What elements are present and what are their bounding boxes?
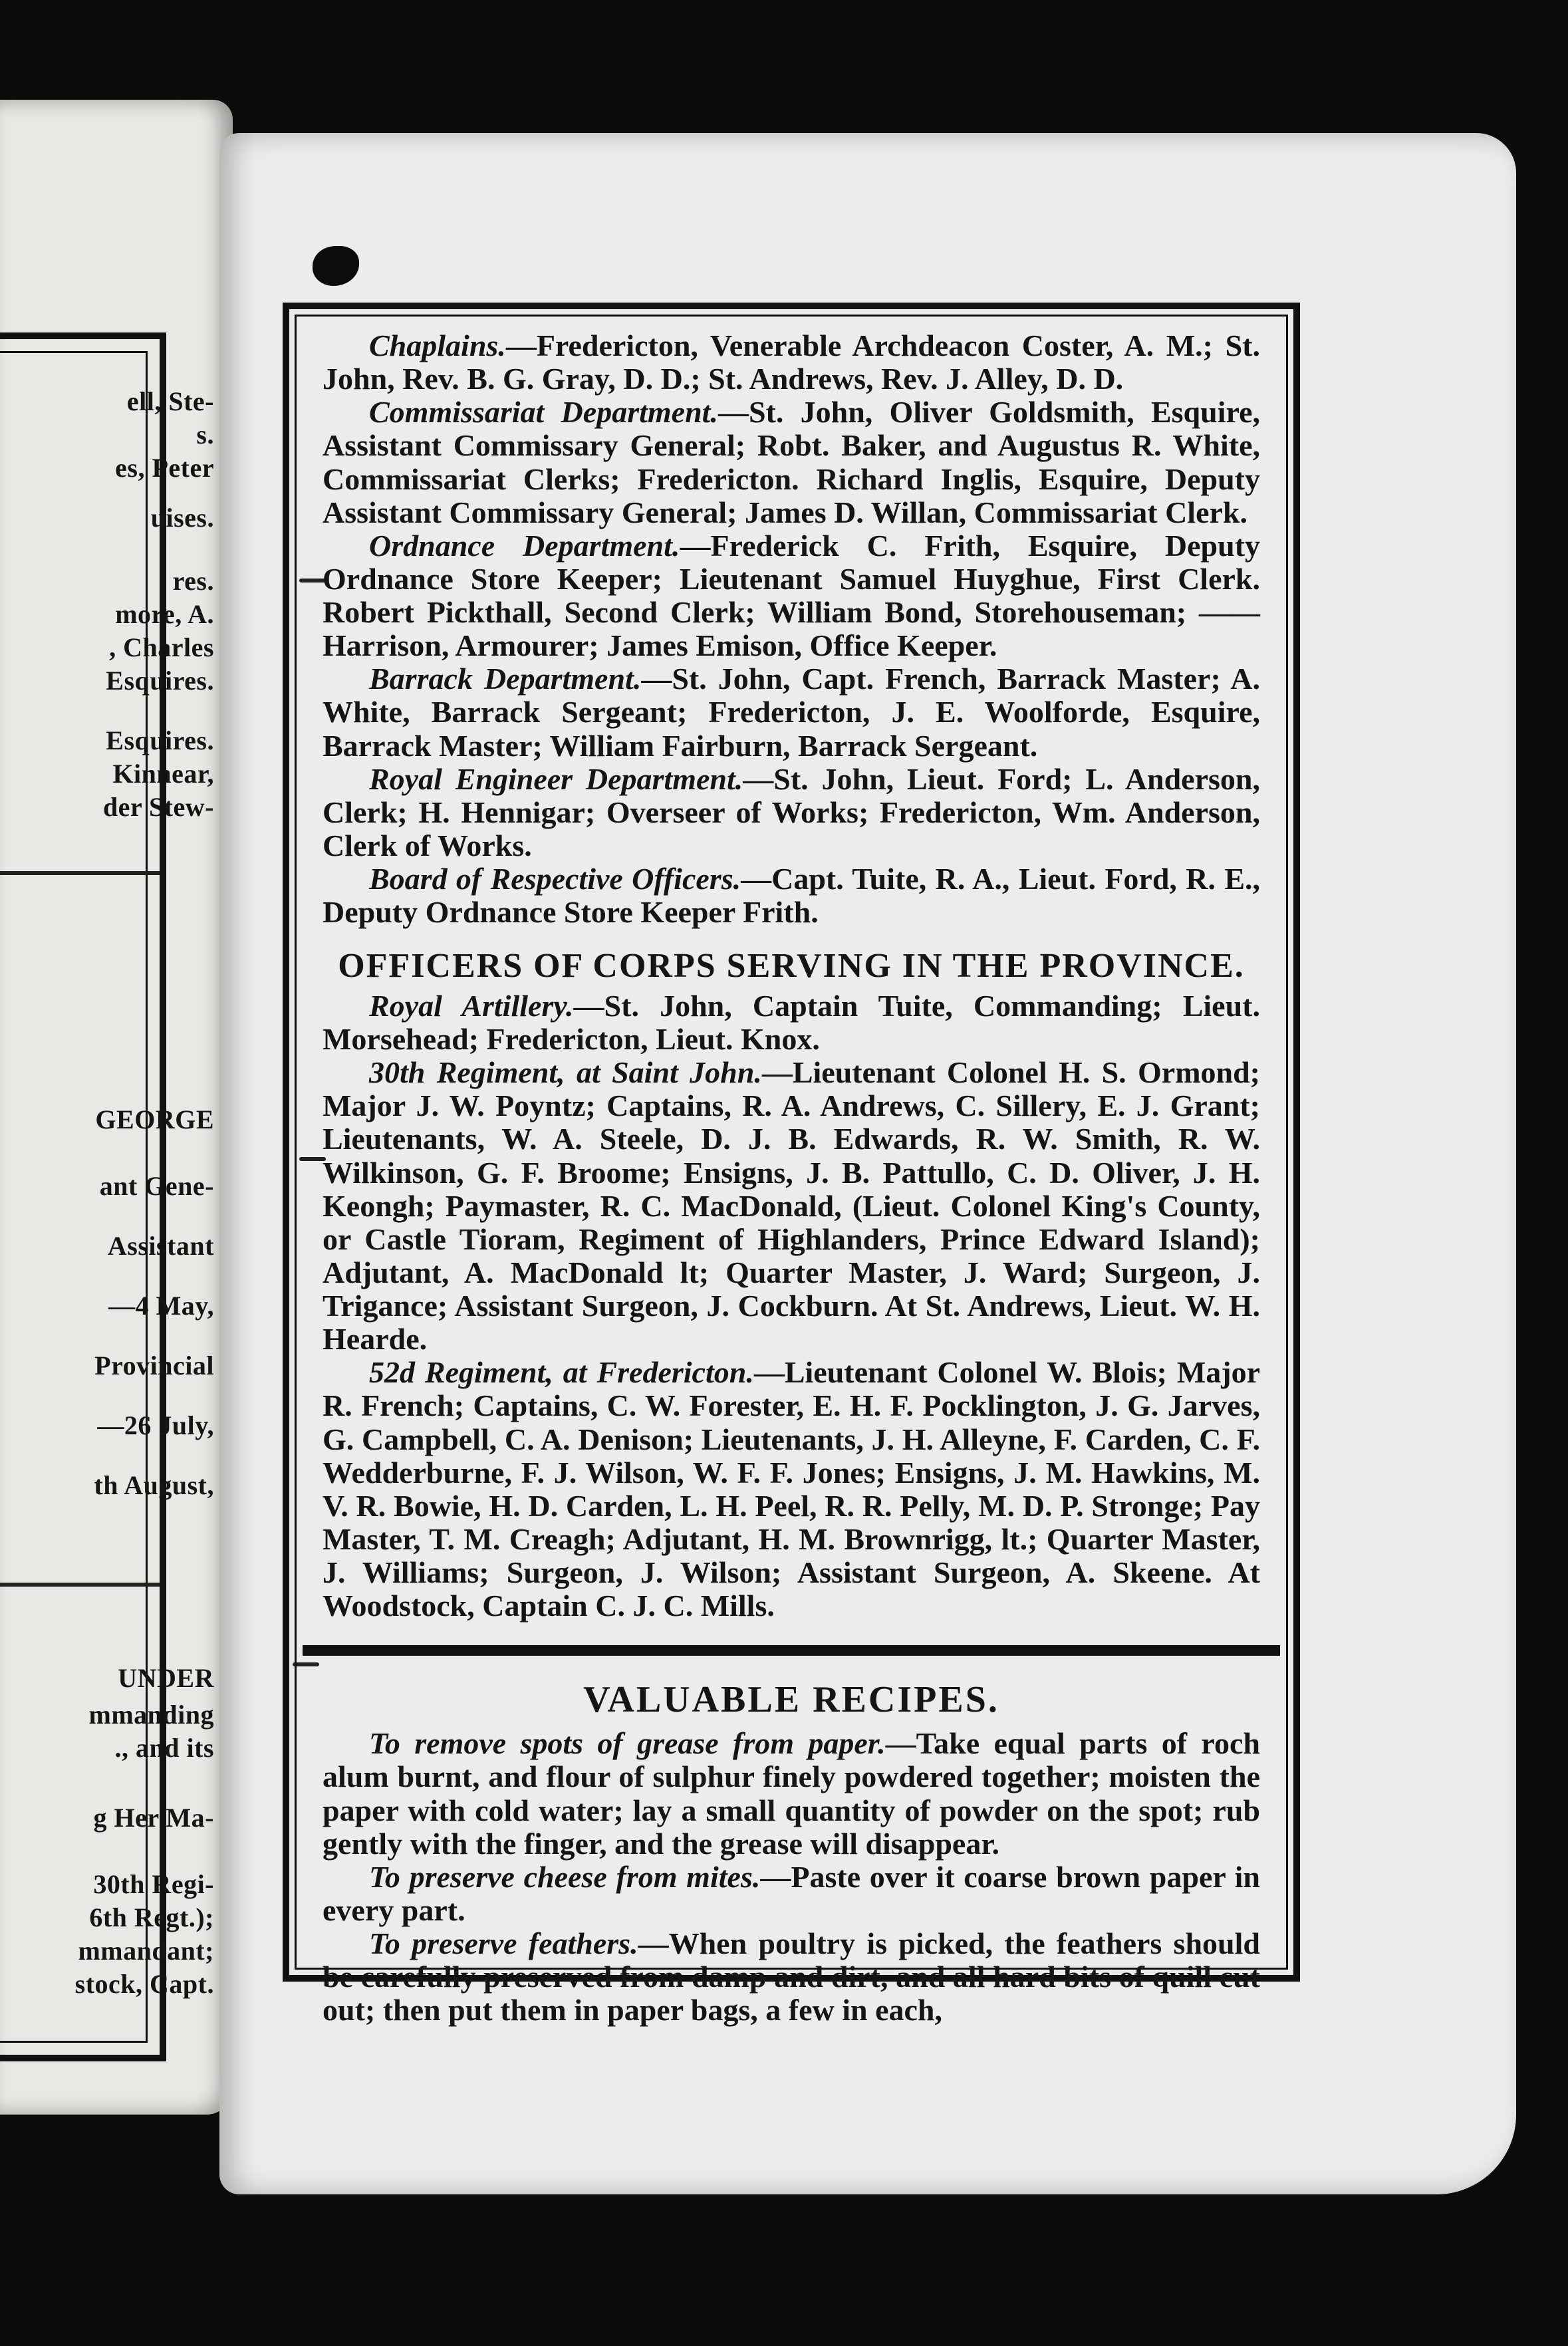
paragraph-label: 30th Regiment, at Saint John.	[369, 1055, 762, 1090]
previous-page-line: res.	[172, 566, 214, 596]
paragraph-text: —Lieutenant Colonel H. S. Ormond; Major J. W. Poyntz; Captains, R. A. Andrews, C. Sillery, E. J. Grant; Lieutenants, W. A. Steele, D. J. B. Edwards, R. W. Smith, R. W. Wilkinson, G. F. Broome; Ensigns, J. B. Pattullo, C. D. Oliver, J. H. Keongh; Paymaster, R. C. MacDonald, (Lieut. Colonel King's County, or Castle Tioram, Regiment of Highlanders, Prince Edward Island); Adjutant, A. MacDonald lt; Quarter Master, J. Ward; Surgeon, J. Trigance; Assistant Surgeon, J. Cockburn. At St. Andrews, Lieut. W. H. Hearde.	[323, 1055, 1260, 1357]
previous-page-line: more, A.	[115, 599, 214, 629]
previous-page-line: ell, Ste-	[126, 386, 214, 416]
paragraph-chaplains	[323, 329, 1260, 396]
section-heading: OFFICERS OF CORPS SERVING IN THE PROVINCE.	[338, 947, 1245, 985]
previous-page-line: Esquires.	[106, 725, 214, 755]
paragraph-label: Ordnance Department.	[369, 528, 680, 563]
recipe-label: To preserve feathers.	[369, 1926, 638, 1961]
paragraph-text: —Lieutenant Colonel W. Blois; Major R. French; Captains, C. W. Forester, E. H. F. Pocklington, J. G. Jarves, G. Campbell, C. A. Denison; Lieutenants, J. H. Alleyne, F. Carden, C. F. Wedderburne, F. J. Wilson, W. F. F. Jones; Ensigns, J. M. Hawkins, M. V. R. Bowie, H. D. Carden, L. H. Peel, R. R. Pelly, M. D. P. Stronge; Pay Master, T. M. Creagh; Adjutant, H. M. Brownrigg, lt.; Quarter Master, J. Williams; Surgeon, J. Wilson; Assistant Surgeon, A. Skeene. At Woodstock, Captain C. J. C. Mills.	[323, 1355, 1260, 1623]
paragraph-text: —St. John, Oliver Goldsmith, Esquire, Assistant Commissary General; Robt. Baker, and Augustus R. White, Commissariat Clerks; Fredericton. Richard Inglis, Esquire, Deputy Assistant Commissary General; James D. Willan, Commissariat Clerk.	[323, 395, 1260, 529]
previous-page-line: 6th Regt.);	[89, 1902, 214, 1932]
previous-page-line: th August,	[94, 1470, 214, 1500]
previous-page-line: stock, Capt.	[74, 1969, 214, 1999]
paragraph-text: —Fredericton, Venerable Archdeacon Coster, A. M.; St. John, Rev. B. G. Gray, D. D.; St. Andrews, Rev. J. Alley, D. D.	[323, 328, 1260, 396]
previous-page-line: der Stew-	[102, 792, 214, 822]
previous-page-line: —4 May,	[108, 1291, 214, 1321]
previous-page-line: uises.	[150, 503, 214, 533]
previous-page-line: GEORGE	[95, 1105, 214, 1134]
paragraph-text: —St. John, Capt. French, Barrack Master; A. White, Barrack Sergeant; Fredericton, J. E. Woolforde, Esquire, Barrack Master; William Fairburn, Barrack Sergeant.	[323, 662, 1261, 763]
paragraph-royal-engineer	[323, 763, 1260, 862]
paragraph-30th-regiment	[323, 1056, 1260, 1356]
paragraph-label: Royal Artillery.	[369, 988, 574, 1023]
document-body	[323, 329, 1260, 2027]
paragraph-label: Royal Engineer Department.	[369, 761, 743, 796]
recipe-label: To preserve cheese from mites.	[369, 1859, 761, 1894]
previous-page-line: 30th Regi-	[93, 1869, 214, 1899]
previous-page-line: Assistant	[107, 1231, 214, 1261]
previous-page-line: —26 July,	[97, 1410, 214, 1440]
paragraph-board-of-officers	[323, 862, 1260, 929]
recipe-item	[323, 1727, 1260, 1861]
recipe-item	[323, 1927, 1260, 2027]
paragraph-ordnance	[323, 529, 1260, 663]
paragraph-label: 52d Regiment, at Fredericton.	[369, 1355, 754, 1390]
paragraph-text: —Frederick C. Frith, Esquire, Deputy Ordnance Store Keeper; Lieutenant Samuel Huyghue, First Clerk. Robert Pickthall, Second Clerk; William Bond, Storehouseman; —— Harrison, Armourer; James Emison, Office Keeper.	[323, 528, 1261, 663]
previous-page-line: s.	[196, 420, 214, 450]
previous-page-rule	[0, 1583, 160, 1587]
recipe-label: To remove spots of grease from paper.	[369, 1726, 886, 1761]
previous-page-rule	[0, 871, 160, 875]
previous-page-line: Kinnear,	[112, 759, 214, 789]
previous-page-line: , Charles	[109, 632, 214, 662]
previous-page-fragment	[0, 100, 233, 2115]
recipe-text: —When poultry is picked, the feathers should be carefully preserved from damp and dirt, and all hard bits of quill cut out; then put them in paper bags, a few in each,	[323, 1926, 1260, 2027]
paragraph-text: —St. John, Lieut. Ford; L. Anderson, Clerk; H. Hennigar; Overseer of Works; Fredericton, Wm. Anderson, Clerk of Works.	[323, 761, 1260, 862]
section-divider	[303, 1645, 1280, 1656]
text-frame	[283, 303, 1300, 2027]
recipe-text: —Paste over it coarse brown paper in every part.	[323, 1859, 1260, 1927]
recipe-item	[323, 1861, 1260, 1927]
paragraph-label: Chaplains.	[369, 328, 506, 362]
previous-page-line: ., and its	[114, 1733, 214, 1763]
previous-page-line: mmanding	[88, 1700, 214, 1730]
recipe-text: —Take equal parts of roch alum burnt, and flour of sulphur finely powdered together; moisten the paper with cold water; lay a small quantity of powder on the spot; rub gently with the finger, and the grease will disappear.	[323, 1726, 1260, 1861]
previous-page-line: mmandant;	[78, 1936, 214, 1966]
previous-page-line: UNDER	[118, 1663, 214, 1693]
paragraph-royal-artillery	[323, 989, 1260, 1056]
paragraph-label: Commissariat Department.	[369, 395, 718, 430]
paragraph-label: Board of Respective Officers.	[369, 862, 741, 896]
previous-page-line: Provincial	[94, 1351, 214, 1380]
paragraph-52d-regiment	[323, 1356, 1260, 1623]
paragraph-barrack	[323, 662, 1260, 762]
paragraph-label: Barrack Department.	[369, 662, 642, 696]
recipes-title: VALUABLE RECIPES.	[583, 1679, 999, 1721]
ink-blot	[313, 246, 359, 286]
paragraph-text: —Capt. Tuite, R. A., Lieut. Ford, R. E., Deputy Ordnance Store Keeper Frith.	[323, 862, 1260, 930]
previous-page-line: Esquires.	[106, 666, 214, 696]
paragraph-text: —St. John, Captain Tuite, Commanding; Lieut. Morsehead; Fredericton, Lieut. Knox.	[323, 988, 1260, 1057]
previous-page-line: es, Peter	[115, 453, 214, 483]
previous-page-line: g Her Ma-	[93, 1803, 214, 1833]
previous-page-line: ant Gene-	[99, 1171, 214, 1201]
paragraph-commissariat	[323, 396, 1260, 529]
